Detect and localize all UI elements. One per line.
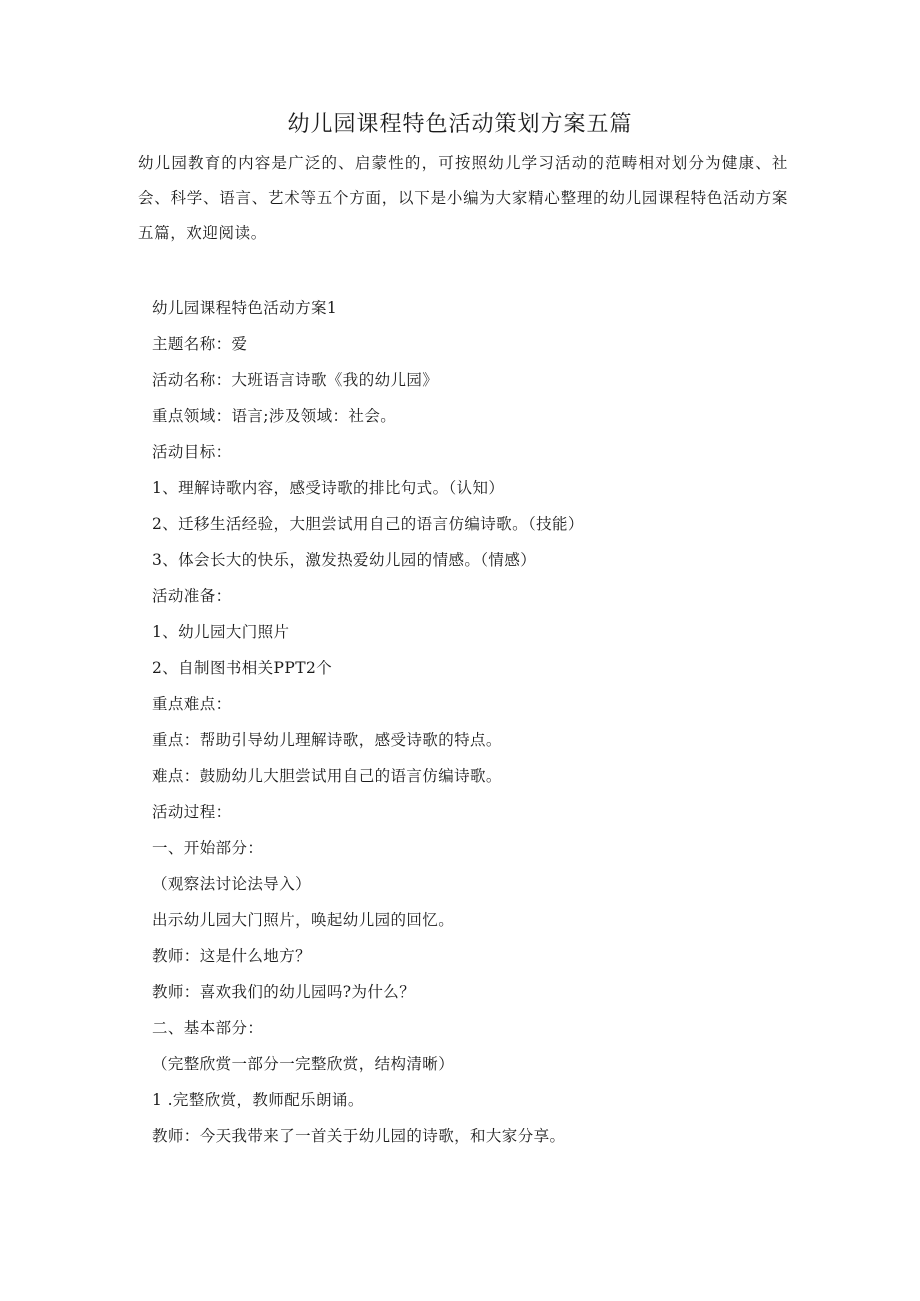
body-line: 难点：鼓励幼儿大胆尝试用自己的语言仿编诗歌。 (152, 767, 502, 785)
body-line: 二、基本部分： (152, 1019, 264, 1037)
body-line: 重点领域：语言;涉及领域：社会。 (152, 407, 397, 425)
body-line: 1、理解诗歌内容，感受诗歌的排比句式。（认知） (152, 479, 505, 497)
body-line: （完整欣赏一部分一完整欣赏，结构清晰） (152, 1055, 455, 1073)
body-line: 1、幼儿园大门照片 (152, 623, 290, 641)
body-line: 活动过程： (152, 803, 232, 821)
body-line: 出示幼儿园大门照片，唤起幼儿园的回忆。 (152, 911, 455, 929)
body-line: 重点难点： (152, 695, 232, 713)
body-line: 2、自制图书相关PPT2个 (152, 659, 333, 677)
body-line: 2、迁移生活经验，大胆尝试用自己的语言仿编诗歌。（技能） (152, 515, 584, 533)
body-line: 活动目标： (152, 443, 232, 461)
body-line: 教师：今天我带来了一首关于幼儿园的诗歌，和大家分享。 (152, 1127, 566, 1145)
body-line: 主题名称：爱 (152, 335, 248, 353)
intro-paragraph: 幼儿园教育的内容是广泛的、启蒙性的，可按照幼儿学习活动的范畴相对划分为健康、社会、科学、语言、艺术等五个方面，以下是小编为大家精心整理的幼儿园课程特色活动方案五篇，欢迎阅读。 (138, 154, 788, 242)
body-line: 活动准备： (152, 587, 232, 605)
body-line: 一、开始部分： (152, 839, 264, 857)
body-line: 教师：这是什么地方？ (152, 947, 312, 965)
body-line: 1 .完整欣赏，教师配乐朗诵。 (152, 1091, 364, 1109)
body-line: 活动名称：大班语言诗歌《我的幼儿园》 (152, 371, 439, 389)
body-line: （观察法讨论法导入） (152, 875, 312, 893)
document-title: 幼儿园课程特色活动策划方案五篇 (287, 112, 633, 137)
body-line: 3、体会长大的快乐，激发热爱幼儿园的情感。（情感） (152, 551, 537, 569)
body-line: 教师：喜欢我们的幼儿园吗?为什么？ (152, 983, 416, 1001)
body-line: 重点：帮助引导幼儿理解诗歌，感受诗歌的特点。 (152, 731, 502, 749)
section-heading: 幼儿园课程特色活动方案1 (152, 299, 338, 317)
body-lines (152, 290, 792, 1154)
